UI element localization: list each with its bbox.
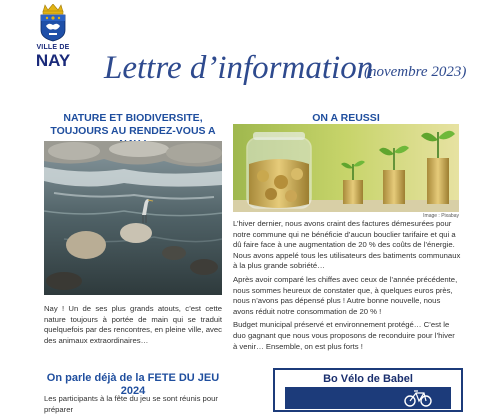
nature-article-body: Nay ! Un de ses plus grands atouts, c’est cette nature toujours à portée de main qui se traduit quelquefois par des rencontres, en pleine ville, avec des animaux extraordinaires… [44,304,222,345]
nature-article-heading: NATURE ET BIODIVERSITE, TOUJOURS AU RENDEZ-VOUS A [50,112,216,137]
logo-line-1: VILLE DE [36,44,70,51]
coat-of-arms-icon [36,4,70,42]
reussi-article-heading: ON A REUSSI [312,112,380,124]
newsletter-date: (novembre 2023) [364,64,467,80]
bo-velo-banner [285,387,451,409]
newsletter-title: Lettre d’information [104,50,374,86]
coin-jar-photo [233,124,459,212]
reussi-paragraph-3: Budget municipal préservé et environnement protégé… C’est le duo gagnant que nous vous proposons de reconduire pour l’hiver à venir… Ensemble, on est plus forts ! [233,320,455,351]
bo-velo-box [273,368,463,412]
bicycle-icon [403,389,433,407]
logo-line-2: NAY [35,51,71,70]
ville-de-nay-logo [34,4,72,74]
fete-du-jeu-body: Les participants à la fête du jeu se sont réunis pour préparer [44,394,218,414]
bo-velo-title: Bo Vélo de Babel [323,373,413,385]
reussi-paragraph-2: Après avoir comparé les chiffes avec ceux de l’année précédente, nous sommes heureux de constater que, à quelques euros près, nous n’avons pas dépensé plus ! Autre bonne nouvelle, nous avons réduit notre consommation de 20 % ! [233,274,458,316]
image-credit: Image : Pixabay [423,213,459,219]
reussi-paragraph-1: L’hiver dernier, nous avons craint des factures démesurées pour notre commune qui ne bénéficie d’aucun bouclier tarifaire et qui a dû faire face à une augmentation de 20 % des coûts de l’énergie. Nous avons appelé tous les utilisateurs des batiments communaux à la plus grande sobriété… [233,219,461,271]
river-heron-photo [44,141,222,295]
reussi-article-body [233,219,461,352]
fete-du-jeu-heading: On parle déjà de la FETE DU JEU 2024 [46,372,220,397]
